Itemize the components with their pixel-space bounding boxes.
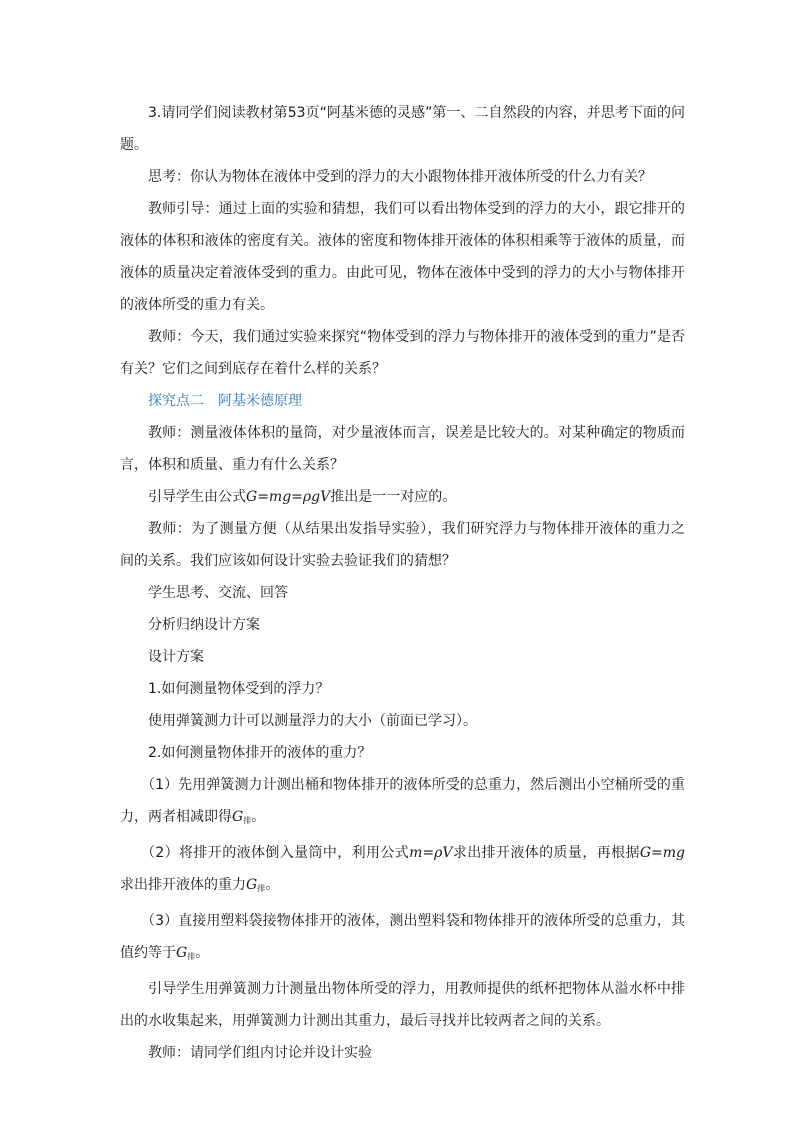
paragraph-teacher-today: 教师：今天，我们通过实验来探究“物体受到的浮力与物体排开的液体受到的重力”是否有关？它们之间到底存在着什么样的关系？ [120,329,685,377]
paragraph-reading-task: 3.请同学们阅读教材第53页“阿基米德的灵感”第一、二自然段的内容，并思考下面的问题。 [120,105,685,153]
line-use-spring-scale: 使用弹簧测力计可以测量浮力的大小（前面已学习）。 [148,713,477,729]
document-body [120,97,685,1069]
paragraph-method-1: （1）先用弹簧测力计测出桶和物体排开的液体所受的总重力，然后测出小空桶所受的重力，两者相减即得$G_排$。 [120,777,685,825]
paragraph-guide-experiment: 引导学生用弹簧测力计测量出物体所受的浮力，用教师提供的纸杯把物体从溢水杯中排出的水收集起来，用弹簧测力计测出其重力，最后寻找并比较两者之间的关系。 [120,981,685,1029]
section-heading: 探究点二 阿基米德原理 [148,393,302,409]
paragraph-teacher-discuss: 教师：请同学们组内讨论并设计实验 [148,1045,372,1061]
paragraph-method-3: （3）直接用塑料袋接物体排开的液体，测出塑料袋和物体排开的液体所受的总重力，其值约等于$G_排$。 [120,913,685,961]
line-analyze-plan: 分析归纳设计方案 [148,617,260,633]
paragraph-method-2: （2）将排开的液体倒入量筒中，利用公式m=ρV求出排开液体的质量，再根据G=mg求出排开液体的重力$G_排$。 [120,845,686,893]
paragraph-formula: 引导学生由公式G=mg=ρgV推出是一一对应的。 [148,489,457,505]
paragraph-think: 思考：你认为物体在液体中受到的浮力的大小跟物体排开液体所受的什么力有关？ [148,169,652,185]
line-students-discuss: 学生思考、交流、回答 [148,585,288,601]
line-question-buoyancy: 1.如何测量物体受到的浮力？ [148,681,330,697]
paragraph-design-intro: 教师：为了测量方便（从结果出发指导实验），我们研究浮力与物体排开液体的重力之间的关系。我们应该如何设计实验去验证我们的猜想？ [120,521,685,569]
paragraph-measure-volume: 教师：测量液体体积的量筒，对少量液体而言，误差是比较大的。对某种确定的物质而言，体积和质量、重力有什么关系？ [120,425,685,473]
paragraph-teacher-guide: 教师引导：通过上面的实验和猜想，我们可以看出物体受到的浮力的大小，跟它排开的液体的体积和液体的密度有关。液体的密度和物体排开液体的体积相乘等于液体的质量，而液体的质量决定着液体受到的重力。由此可见，物体在液体中受到的浮力的大小与物体排开的液体所受的重力有关。 [120,201,685,313]
line-design-plan: 设计方案 [148,649,204,665]
line-question-weight: 2.如何测量物体排开的液体的重力？ [148,745,372,761]
